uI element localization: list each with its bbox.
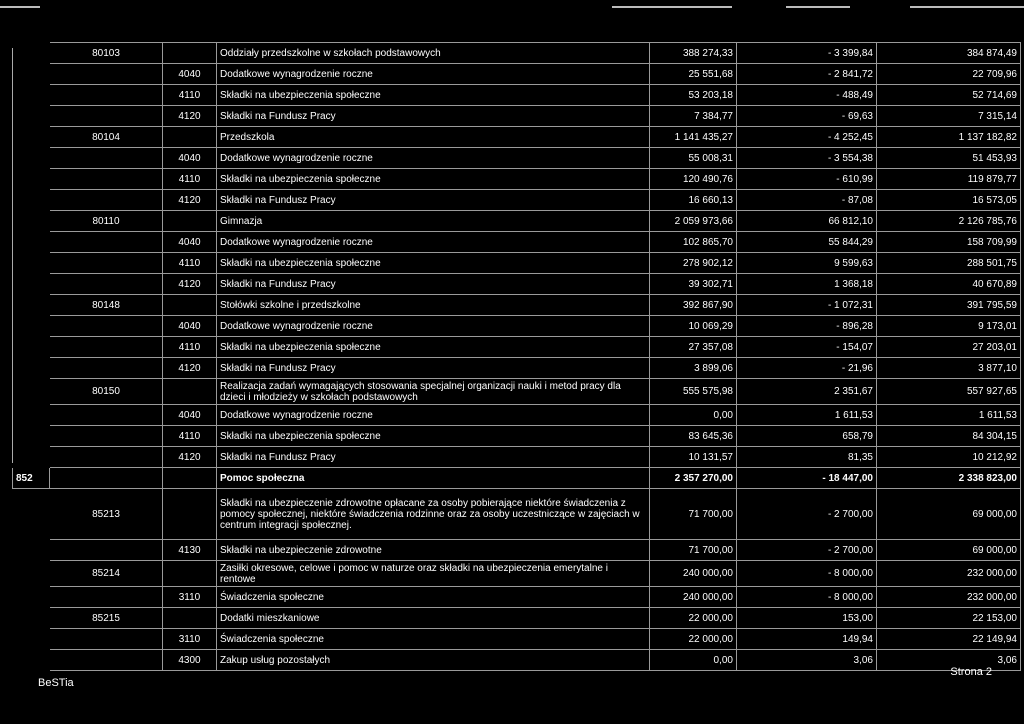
change-amount-cell: 658,79 xyxy=(737,426,877,447)
section-cell xyxy=(50,629,163,650)
name-cell: Składki na ubezpieczenia społeczne xyxy=(217,253,650,274)
plan-amount-cell: 388 274,33 xyxy=(650,43,737,64)
paragraph-cell: 4110 xyxy=(163,85,217,106)
after-change-amount-cell: 9 173,01 xyxy=(877,316,1021,337)
change-amount-cell: - 610,99 xyxy=(737,169,877,190)
plan-amount-cell: 25 551,68 xyxy=(650,64,737,85)
section-cell: 80104 xyxy=(50,127,163,148)
paragraph-cell: 4130 xyxy=(163,540,217,561)
after-change-amount-cell: 7 315,14 xyxy=(877,106,1021,127)
plan-amount-cell: 27 357,08 xyxy=(650,337,737,358)
name-cell: Składki na Fundusz Pracy xyxy=(217,106,650,127)
section-cell xyxy=(50,106,163,127)
name-cell: Składki na Fundusz Pracy xyxy=(217,447,650,468)
section-cell: 85214 xyxy=(50,561,163,587)
section-cell: 80150 xyxy=(50,379,163,405)
section-cell xyxy=(50,232,163,253)
table-row xyxy=(13,608,1021,629)
chapter-cell xyxy=(13,316,50,337)
paragraph-cell: 3110 xyxy=(163,629,217,650)
plan-amount-cell: 555 575,98 xyxy=(650,379,737,405)
chapter-cell xyxy=(13,379,50,405)
table-row xyxy=(13,468,1021,489)
change-amount-cell: - 896,28 xyxy=(737,316,877,337)
name-cell: Dodatkowe wynagrodzenie roczne xyxy=(217,232,650,253)
after-change-amount-cell: 22 709,96 xyxy=(877,64,1021,85)
paragraph-cell xyxy=(163,561,217,587)
change-amount-cell: - 8 000,00 xyxy=(737,561,877,587)
table-row xyxy=(13,447,1021,468)
change-amount-cell: - 2 700,00 xyxy=(737,540,877,561)
plan-amount-cell: 7 384,77 xyxy=(650,106,737,127)
paragraph-cell: 4120 xyxy=(163,274,217,295)
chapter-cell xyxy=(13,190,50,211)
table-row xyxy=(13,587,1021,608)
after-change-amount-cell: 2 338 823,00 xyxy=(877,468,1021,489)
plan-amount-cell: 1 141 435,27 xyxy=(650,127,737,148)
after-change-amount-cell: 391 795,59 xyxy=(877,295,1021,316)
section-cell xyxy=(50,587,163,608)
chapter-cell xyxy=(13,295,50,316)
paragraph-cell: 4110 xyxy=(163,169,217,190)
paragraph-cell: 4110 xyxy=(163,337,217,358)
name-cell: Składki na ubezpieczenia społeczne xyxy=(217,85,650,106)
table-row xyxy=(13,274,1021,295)
table-row xyxy=(13,253,1021,274)
section-cell xyxy=(50,426,163,447)
table-row xyxy=(13,379,1021,405)
name-cell: Składki na Fundusz Pracy xyxy=(217,190,650,211)
name-cell: Zasiłki okresowe, celowe i pomoc w naturze oraz składki na ubezpieczenia emerytalne i rentowe xyxy=(217,561,650,587)
plan-amount-cell: 0,00 xyxy=(650,650,737,671)
paragraph-cell xyxy=(163,489,217,540)
chapter-cell xyxy=(13,608,50,629)
plan-amount-cell: 71 700,00 xyxy=(650,540,737,561)
table-row xyxy=(13,489,1021,540)
after-change-amount-cell: 51 453,93 xyxy=(877,148,1021,169)
name-cell: Dodatkowe wynagrodzenie roczne xyxy=(217,148,650,169)
plan-amount-cell: 102 865,70 xyxy=(650,232,737,253)
chapter-cell xyxy=(13,85,50,106)
name-cell: Gimnazja xyxy=(217,211,650,232)
paragraph-cell: 4120 xyxy=(163,358,217,379)
name-cell: Realizacja zadań wymagających stosowania specjalnej organizacji nauki i metod pracy dla dzieci i młodzieży w szkołach podstawowych xyxy=(217,379,650,405)
section-cell xyxy=(50,64,163,85)
section-cell xyxy=(50,358,163,379)
name-cell: Dodatkowe wynagrodzenie roczne xyxy=(217,316,650,337)
name-cell: Dodatki mieszkaniowe xyxy=(217,608,650,629)
plan-amount-cell: 392 867,90 xyxy=(650,295,737,316)
chapter-cell xyxy=(13,447,50,468)
chapter-cell xyxy=(13,43,50,64)
table-row xyxy=(13,295,1021,316)
table-row xyxy=(13,629,1021,650)
chapter-cell xyxy=(13,127,50,148)
change-amount-cell: - 1 072,31 xyxy=(737,295,877,316)
paragraph-cell xyxy=(163,211,217,232)
table-row xyxy=(13,358,1021,379)
chapter-cell xyxy=(13,274,50,295)
plan-amount-cell: 71 700,00 xyxy=(650,489,737,540)
table-row xyxy=(13,426,1021,447)
name-cell: Składki na Fundusz Pracy xyxy=(217,358,650,379)
change-amount-cell: - 3 399,84 xyxy=(737,43,877,64)
chapter-cell xyxy=(13,629,50,650)
section-cell xyxy=(50,190,163,211)
table-row xyxy=(13,43,1021,64)
table-row xyxy=(13,316,1021,337)
plan-amount-cell: 16 660,13 xyxy=(650,190,737,211)
chapter-cell xyxy=(13,561,50,587)
section-cell xyxy=(50,468,163,489)
paragraph-cell: 4040 xyxy=(163,405,217,426)
chapter-cell xyxy=(13,232,50,253)
paragraph-cell: 4040 xyxy=(163,64,217,85)
after-change-amount-cell: 27 203,01 xyxy=(877,337,1021,358)
paragraph-cell: 4110 xyxy=(163,253,217,274)
plan-amount-cell: 278 902,12 xyxy=(650,253,737,274)
plan-amount-cell: 10 131,57 xyxy=(650,447,737,468)
name-cell: Świadczenia społeczne xyxy=(217,587,650,608)
name-cell: Dodatkowe wynagrodzenie roczne xyxy=(217,64,650,85)
table-row xyxy=(13,127,1021,148)
change-amount-cell: 55 844,29 xyxy=(737,232,877,253)
chapter-cell xyxy=(13,426,50,447)
name-cell: Dodatkowe wynagrodzenie roczne xyxy=(217,405,650,426)
chapter-cell xyxy=(13,405,50,426)
chapter-cell xyxy=(13,106,50,127)
name-cell: Składki na ubezpieczenia społeczne xyxy=(217,169,650,190)
change-amount-cell: - 18 447,00 xyxy=(737,468,877,489)
plan-amount-cell: 0,00 xyxy=(650,405,737,426)
after-change-amount-cell: 16 573,05 xyxy=(877,190,1021,211)
name-cell: Przedszkola xyxy=(217,127,650,148)
chapter-cell xyxy=(13,489,50,540)
name-cell: Świadczenia społeczne xyxy=(217,629,650,650)
change-amount-cell: 149,94 xyxy=(737,629,877,650)
paragraph-cell: 4110 xyxy=(163,426,217,447)
section-cell xyxy=(50,447,163,468)
paragraph-cell: 4120 xyxy=(163,190,217,211)
chapter-cell xyxy=(13,148,50,169)
after-change-amount-cell: 3,06 xyxy=(877,650,1021,671)
name-cell: Składki na ubezpieczenia społeczne xyxy=(217,337,650,358)
scan-artifacts xyxy=(0,0,1024,10)
table-row xyxy=(13,561,1021,587)
paragraph-cell: 4040 xyxy=(163,316,217,337)
after-change-amount-cell: 557 927,65 xyxy=(877,379,1021,405)
name-cell: Składki na Fundusz Pracy xyxy=(217,274,650,295)
change-amount-cell: 1 368,18 xyxy=(737,274,877,295)
paragraph-cell xyxy=(163,468,217,489)
after-change-amount-cell: 1 611,53 xyxy=(877,405,1021,426)
table-row xyxy=(13,169,1021,190)
after-change-amount-cell: 384 874,49 xyxy=(877,43,1021,64)
plan-amount-cell: 22 000,00 xyxy=(650,629,737,650)
section-cell xyxy=(50,148,163,169)
table-row xyxy=(13,540,1021,561)
change-amount-cell: 81,35 xyxy=(737,447,877,468)
change-amount-cell: 1 611,53 xyxy=(737,405,877,426)
table-row xyxy=(13,650,1021,671)
table-row xyxy=(13,190,1021,211)
paragraph-cell xyxy=(163,608,217,629)
paragraph-cell: 4120 xyxy=(163,447,217,468)
chapter-cell xyxy=(13,211,50,232)
after-change-amount-cell: 52 714,69 xyxy=(877,85,1021,106)
chapter-cell xyxy=(13,358,50,379)
plan-amount-cell: 53 203,18 xyxy=(650,85,737,106)
table-row xyxy=(13,148,1021,169)
change-amount-cell: 2 351,67 xyxy=(737,379,877,405)
budget-table xyxy=(12,42,1021,671)
section-cell xyxy=(50,405,163,426)
section-cell: 85215 xyxy=(50,608,163,629)
after-change-amount-cell: 84 304,15 xyxy=(877,426,1021,447)
chapter-cell xyxy=(13,64,50,85)
plan-amount-cell: 55 008,31 xyxy=(650,148,737,169)
section-cell: 80110 xyxy=(50,211,163,232)
chapter-cell xyxy=(13,169,50,190)
change-amount-cell: - 21,96 xyxy=(737,358,877,379)
section-cell xyxy=(50,169,163,190)
change-amount-cell: 9 599,63 xyxy=(737,253,877,274)
plan-amount-cell: 22 000,00 xyxy=(650,608,737,629)
change-amount-cell: - 488,49 xyxy=(737,85,877,106)
plan-amount-cell: 10 069,29 xyxy=(650,316,737,337)
plan-amount-cell: 240 000,00 xyxy=(650,587,737,608)
after-change-amount-cell: 10 212,92 xyxy=(877,447,1021,468)
after-change-amount-cell: 22 153,00 xyxy=(877,608,1021,629)
section-cell xyxy=(50,274,163,295)
change-amount-cell: 153,00 xyxy=(737,608,877,629)
section-cell: 85213 xyxy=(50,489,163,540)
paragraph-cell xyxy=(163,295,217,316)
after-change-amount-cell: 40 670,89 xyxy=(877,274,1021,295)
plan-amount-cell: 240 000,00 xyxy=(650,561,737,587)
after-change-amount-cell: 22 149,94 xyxy=(877,629,1021,650)
chapter-cell xyxy=(13,337,50,358)
section-cell: 80148 xyxy=(50,295,163,316)
chapter-cell xyxy=(13,540,50,561)
change-amount-cell: - 8 000,00 xyxy=(737,587,877,608)
chapter-cell xyxy=(13,587,50,608)
after-change-amount-cell: 69 000,00 xyxy=(877,540,1021,561)
name-cell: Składki na ubezpieczenia społeczne xyxy=(217,426,650,447)
plan-amount-cell: 83 645,36 xyxy=(650,426,737,447)
plan-amount-cell: 39 302,71 xyxy=(650,274,737,295)
footer-software-label: BeSTia xyxy=(38,677,74,689)
name-cell: Składki na ubezpieczenie zdrowotne xyxy=(217,540,650,561)
name-cell: Oddziały przedszkolne w szkołach podstawowych xyxy=(217,43,650,64)
change-amount-cell: - 3 554,38 xyxy=(737,148,877,169)
table-row xyxy=(13,337,1021,358)
section-cell: 80103 xyxy=(50,43,163,64)
after-change-amount-cell: 158 709,99 xyxy=(877,232,1021,253)
chapter-cell xyxy=(13,253,50,274)
section-cell xyxy=(50,316,163,337)
change-amount-cell: - 2 841,72 xyxy=(737,64,877,85)
paragraph-cell: 4040 xyxy=(163,148,217,169)
section-cell xyxy=(50,540,163,561)
name-cell: Zakup usług pozostałych xyxy=(217,650,650,671)
name-cell: Składki na ubezpieczenie zdrowotne opłacane za osoby pobierające niektóre świadczenia z pomocy społecznej, niektóre świadczenia rodzinne oraz za osoby uczestniczące w zajęciach w centrum integracji społecznej. xyxy=(217,489,650,540)
after-change-amount-cell: 232 000,00 xyxy=(877,561,1021,587)
table-row xyxy=(13,405,1021,426)
paragraph-cell: 3110 xyxy=(163,587,217,608)
change-amount-cell: - 87,08 xyxy=(737,190,877,211)
change-amount-cell: - 4 252,45 xyxy=(737,127,877,148)
paragraph-cell: 4040 xyxy=(163,232,217,253)
name-cell: Stołówki szkolne i przedszkolne xyxy=(217,295,650,316)
table-row xyxy=(13,232,1021,253)
section-cell xyxy=(50,650,163,671)
chapter-cell: 852 xyxy=(13,468,50,489)
after-change-amount-cell: 2 126 785,76 xyxy=(877,211,1021,232)
after-change-amount-cell: 69 000,00 xyxy=(877,489,1021,540)
after-change-amount-cell: 232 000,00 xyxy=(877,587,1021,608)
after-change-amount-cell: 119 879,77 xyxy=(877,169,1021,190)
section-cell xyxy=(50,85,163,106)
paragraph-cell xyxy=(163,127,217,148)
after-change-amount-cell: 3 877,10 xyxy=(877,358,1021,379)
change-amount-cell: 66 812,10 xyxy=(737,211,877,232)
change-amount-cell: - 2 700,00 xyxy=(737,489,877,540)
after-change-amount-cell: 288 501,75 xyxy=(877,253,1021,274)
section-cell xyxy=(50,337,163,358)
change-amount-cell: - 154,07 xyxy=(737,337,877,358)
plan-amount-cell: 3 899,06 xyxy=(650,358,737,379)
chapter-cell xyxy=(13,650,50,671)
change-amount-cell: 3,06 xyxy=(737,650,877,671)
table-row xyxy=(13,106,1021,127)
table-row xyxy=(13,64,1021,85)
plan-amount-cell: 120 490,76 xyxy=(650,169,737,190)
after-change-amount-cell: 1 137 182,82 xyxy=(877,127,1021,148)
paragraph-cell: 4120 xyxy=(163,106,217,127)
plan-amount-cell: 2 059 973,66 xyxy=(650,211,737,232)
plan-amount-cell: 2 357 270,00 xyxy=(650,468,737,489)
table-row xyxy=(13,211,1021,232)
change-amount-cell: - 69,63 xyxy=(737,106,877,127)
paragraph-cell xyxy=(163,43,217,64)
table-row xyxy=(13,85,1021,106)
name-cell: Pomoc społeczna xyxy=(217,468,650,489)
footer-page-number: Strona 2 xyxy=(950,666,992,678)
paragraph-cell: 4300 xyxy=(163,650,217,671)
section-cell xyxy=(50,253,163,274)
paragraph-cell xyxy=(163,379,217,405)
